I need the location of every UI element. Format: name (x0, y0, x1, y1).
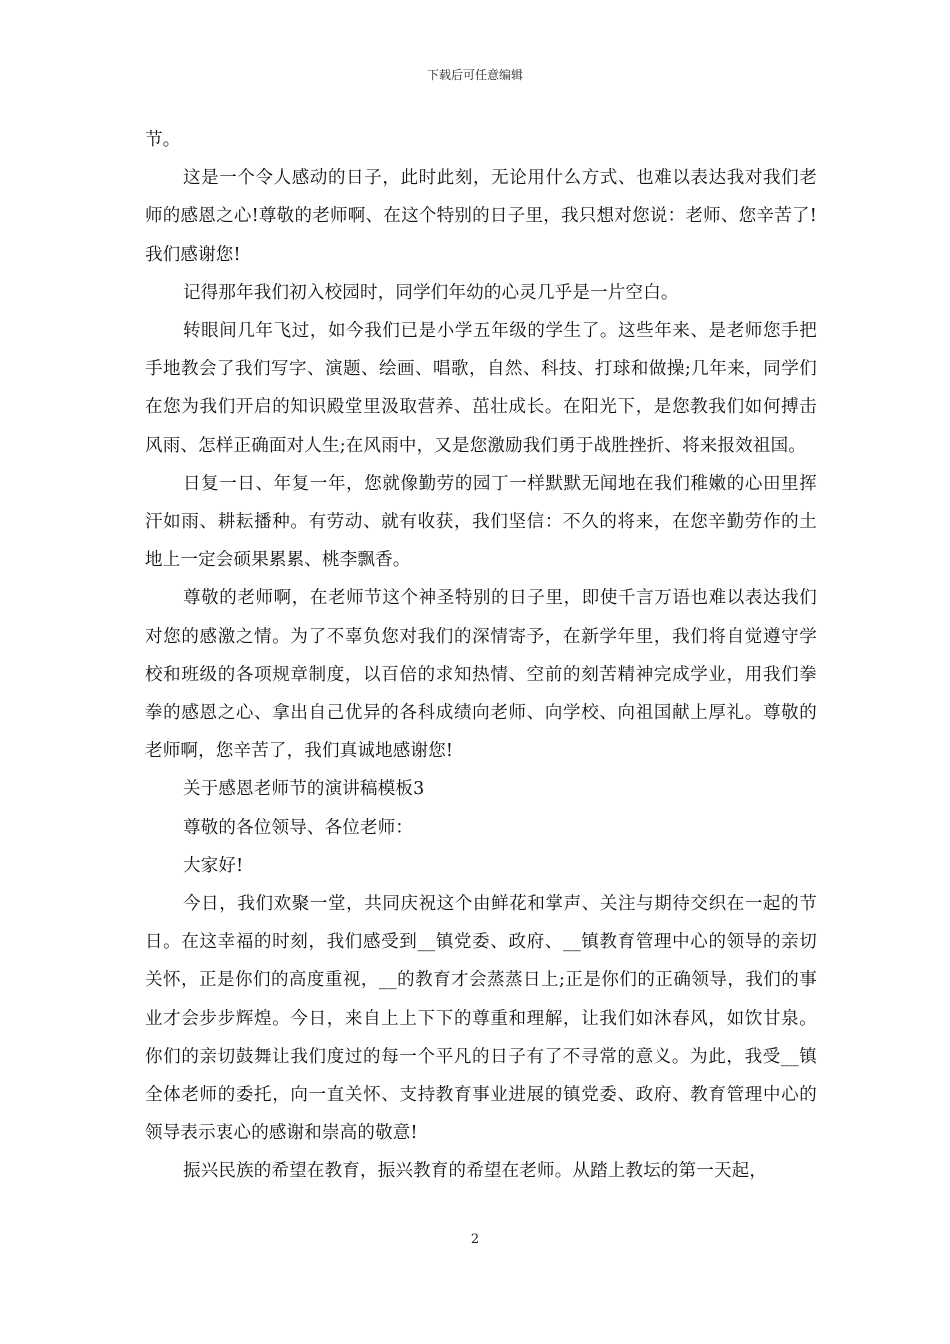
greeting: 大家好! (183, 855, 244, 876)
paragraph-continuation: 节。 (145, 130, 181, 150)
paragraph: 这是一个令人感动的日子，此时此刻，无论用什么方式、也难以表达我对我们老师的感恩之心!尊敬的老师啊、在这个特别的日子里，我只想对您说：老师、您辛苦了!我们感谢您! (145, 168, 817, 265)
paragraph: 日复一日、年复一年，您就像勤劳的园丁一样默默无闻地在我们稚嫩的心田里挥汗如雨、耕耘播种。有劳动、就有收获，我们坚信：不久的将来，在您辛勤劳作的土地上一定会硕果累累、桃李飘香。 (145, 473, 817, 571)
page-header: 下载后可任意编辑 (426, 68, 523, 82)
paragraph: 振兴民族的希望在教育，振兴教育的希望在老师。从踏上教坛的第一天起， (183, 1161, 768, 1182)
paragraph: 转眼间几年飞过，如今我们已是小学五年级的学生了。这些年来、是老师您手把手地教会了我们写字、演题、绘画、唱歌，自然、科技、打球和做操;几年来，同学们在您为我们开启的知识殿堂里汲取营养、茁壮成长。在阳光下，是您教我们如何搏击风雨、怎样正确面对人生;在风雨中，又是您激励我们勇于战胜挫折、将来报效祖国。 (145, 321, 817, 456)
paragraph: 记得那年我们初入校园时，同学们年幼的心灵几乎是一片空白。 (183, 282, 679, 303)
document-body (145, 121, 817, 1191)
page-number: 2 (470, 1232, 480, 1247)
paragraph: 尊敬的老师啊，在老师节这个神圣特别的日子里，即使千言万语也难以表达我们对您的感激之情。为了不辜负您对我们的深情寄予，在新学年里，我们将自觉遵守学校和班级的各项规章制度，以百倍的求知热情、空前的刻苦精神完成学业，用我们拳拳的感恩之心、拿出自己优异的各科成绩向老师、向学校、向祖国献上厚礼。尊敬的老师啊，您辛苦了，我们真诚地感谢您! (145, 588, 817, 762)
section-heading: 关于感恩老师节的演讲稿模板3 (183, 779, 425, 800)
paragraph: 今日，我们欢聚一堂，共同庆祝这个由鲜花和掌声、关注与期待交织在一起的节日。在这幸福的时刻，我们感受到__镇党委、政府、__镇教育管理中心的领导的亲切关怀，正是你们的高度重视，__的教育才会蒸蒸日上;正是你们的正确领导，我们的事业才会步步辉煌。今日，来自上上下下的尊重和理解，让我们如沐春风，如饮甘泉。你们的亲切鼓舞让我们度过的每一个平凡的日子有了不寻常的意义。为此，我受__镇全体老师的委托，向一直关怀、支持教育事业进展的镇党委、政府、教育管理中心的领导表示衷心的感谢和崇高的敬意! (145, 894, 817, 1144)
salutation: 尊敬的各位领导、各位老师： (183, 817, 414, 838)
